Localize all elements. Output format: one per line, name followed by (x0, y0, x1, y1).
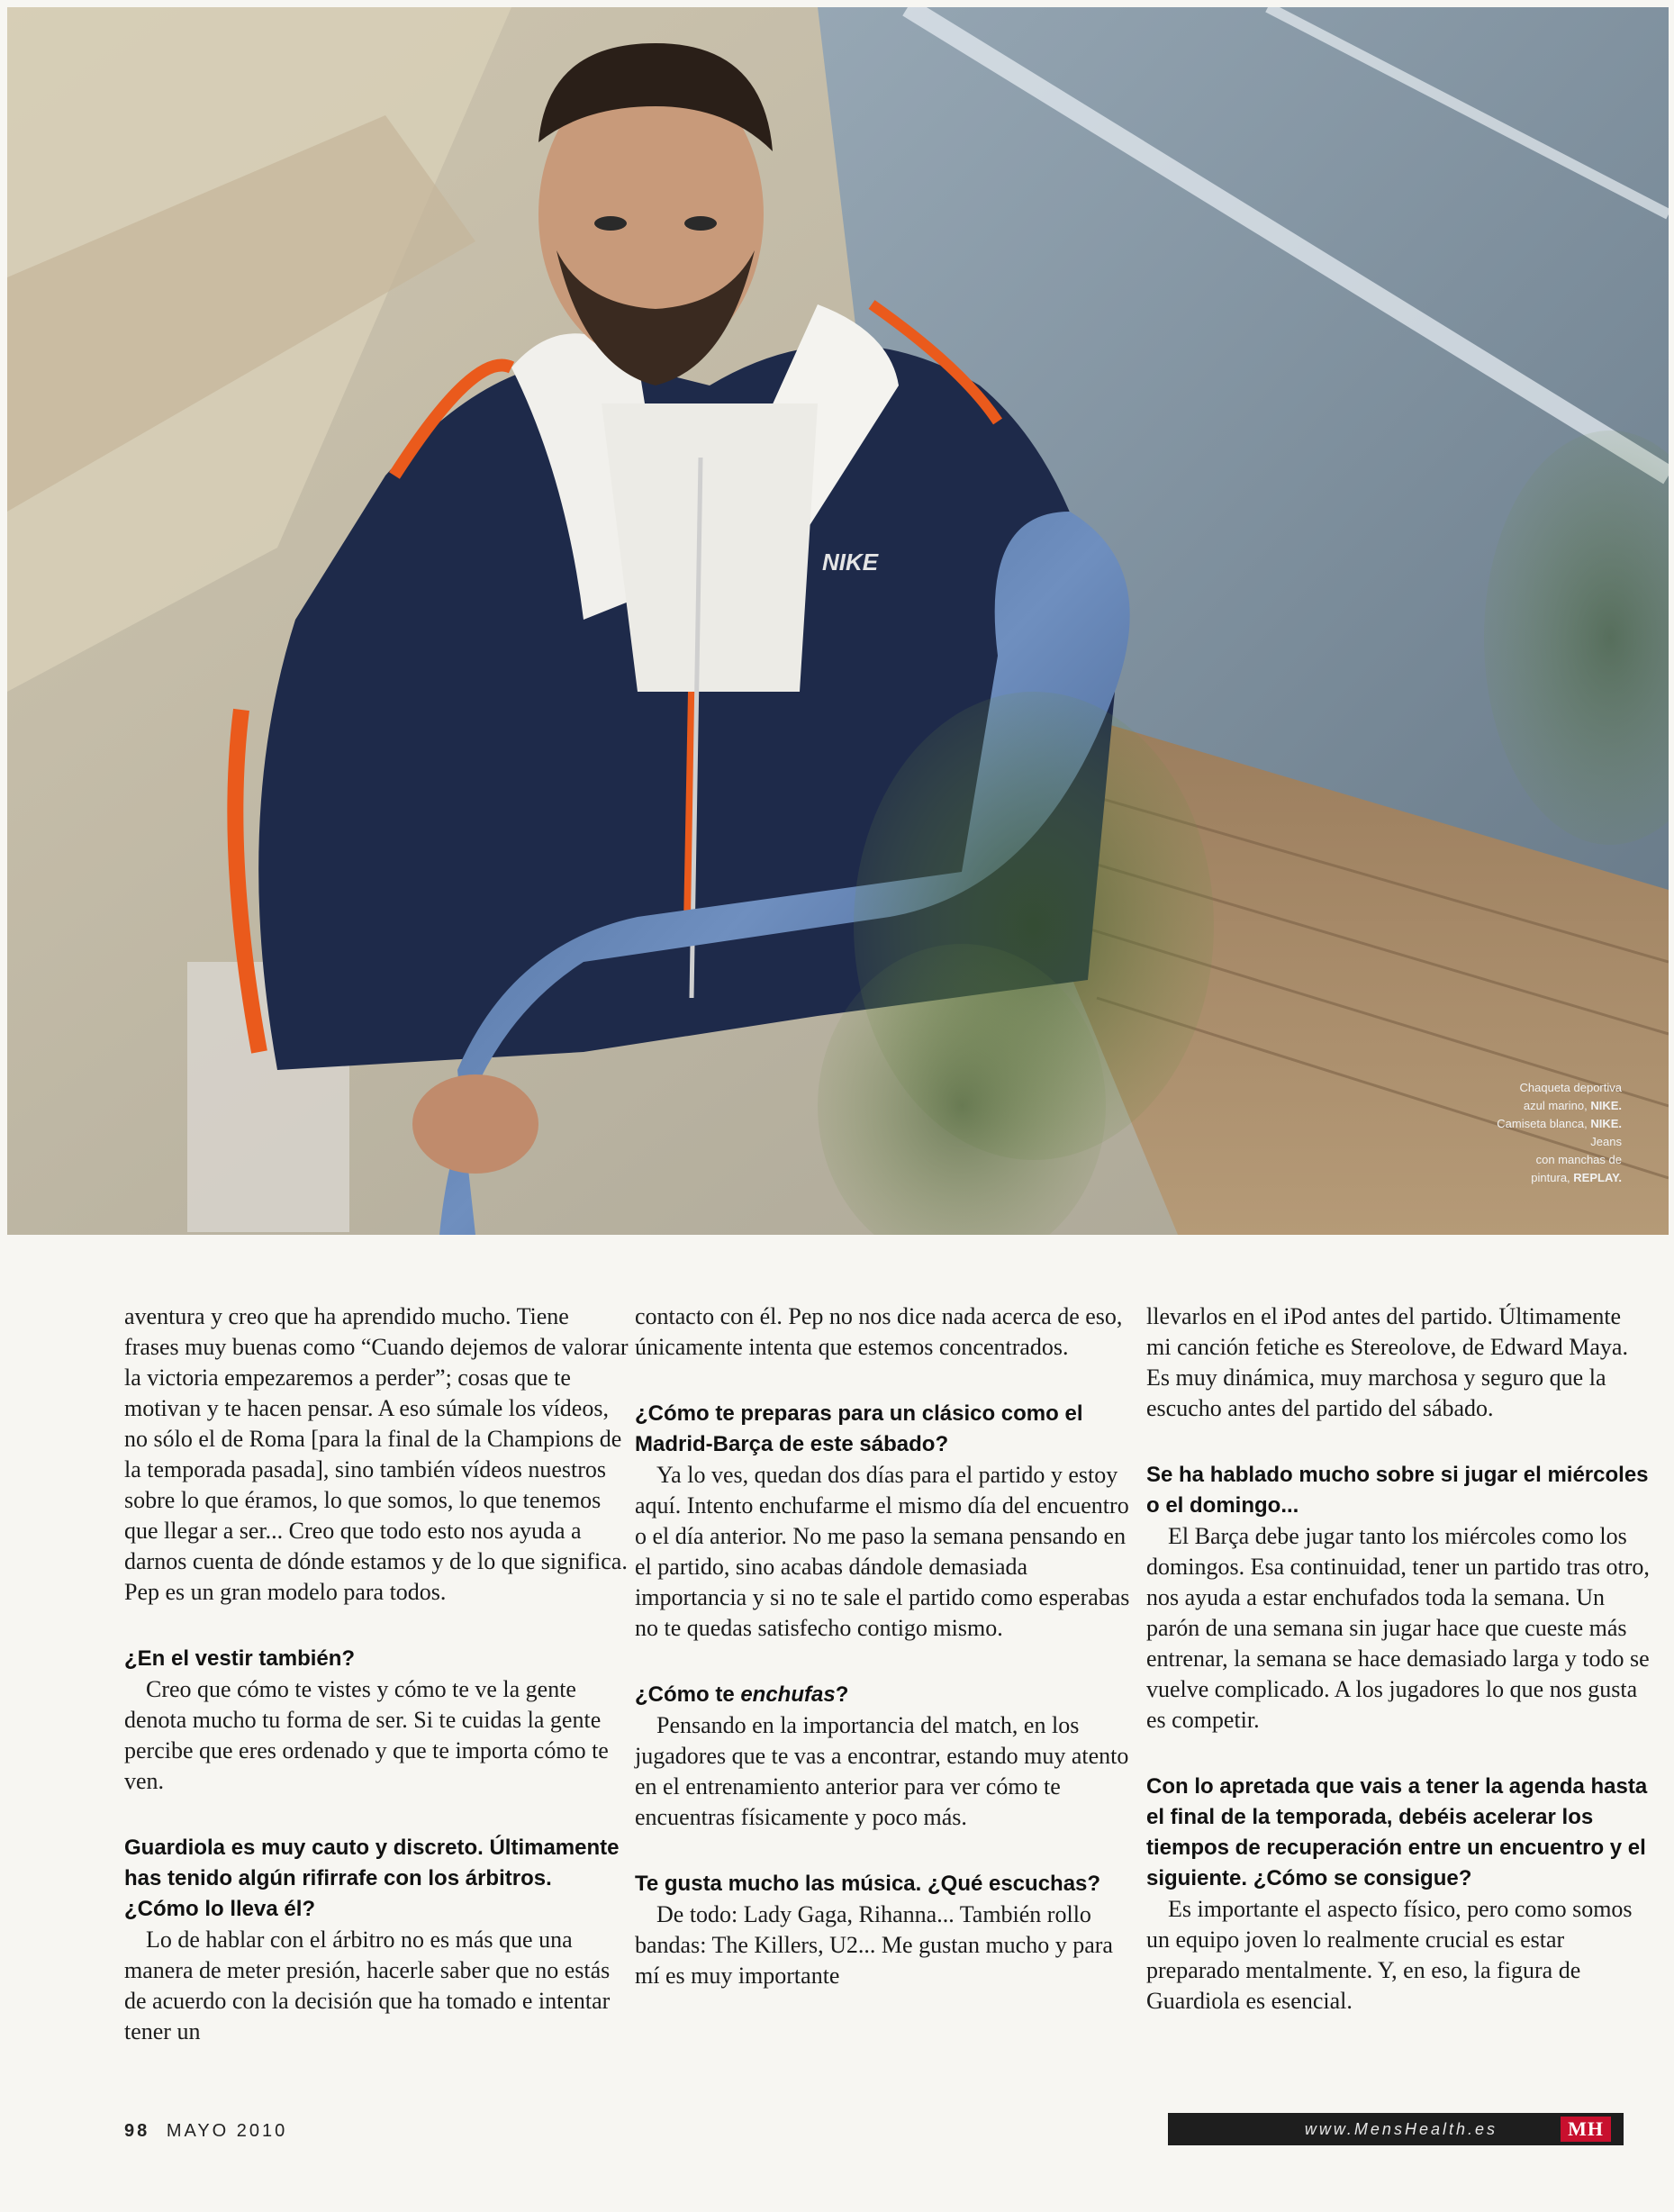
question-heading: ¿Cómo te preparas para un clásico como el Madrid-Barça de este sábado? (635, 1401, 1083, 1456)
paragraph: Ya lo ves, quedan dos días para el partido y estoy aquí. Intento enchufarme el mismo día del encuentro o el día anterior. No me paso la semana pensando en el partido, sino acabas dándole demasiada importancia y si no te sale el partido como esperabas no te quedas satisfecho contigo mismo. (635, 1462, 1130, 1641)
page-folio (124, 2121, 287, 2142)
paragraph: Es importante el aspecto físico, pero como somos un equipo joven lo realmente crucial es estar preparado mentalmente. Y, en eso, la figura de Guardiola es esencial. (1146, 1896, 1633, 2014)
magazine-logo: MH (1561, 2117, 1611, 2142)
issue-date: MAYO 2010 (166, 2121, 288, 2141)
text-column-2 (635, 1301, 1139, 1991)
paragraph: El Barça debe jugar tanto los miércoles como los domingos. Esa continuidad, tener un partido tras otro, nos ayuda a estar enchufados toda la semana. Un parón de una semana sin jugar hace que cueste más entrenar, la semana se hace demasiado larga y todo se vuelve complicado. A los jugadores lo que nos gusta es competir. (1146, 1523, 1650, 1733)
text-column-1 (124, 1301, 629, 2047)
footer-bar (1168, 2113, 1624, 2145)
question-heading: Guardiola es muy cauto y discreto. Últimamente has tenido algún rifirrafe con los árbitros. ¿Cómo lo lleva él? (124, 1836, 620, 1921)
paragraph: contacto con él. Pep no nos dice nada acerca de eso, únicamente intenta que estemos concentrados. (635, 1303, 1123, 1360)
question-heading: ¿En el vestir también? (124, 1646, 356, 1671)
website-url[interactable]: www.MensHealth.es (1304, 2120, 1498, 2138)
question-text: ? (835, 1682, 849, 1707)
cover-photo (7, 7, 1669, 1235)
question-text: ¿Cómo te (635, 1682, 741, 1707)
text-column-3 (1146, 1301, 1651, 2017)
paragraph: aventura y creo que ha aprendido mucho. Tiene frases muy buenas como “Cuando dejemos de valorar la victoria empezaremos a perder”; cosas que te motivan y te hacen pensar. A eso súmale los vídeos, no sólo el de Roma [para la final de la Champions de la temporada pasada], sino también vídeos nuestros sobre lo que éramos, lo que somos, lo que tenemos que llegar a ser... Creo que todo esto nos ayuda a darnos cuenta de dónde estamos y de lo que significa. Pep es un gran modelo para todos. (124, 1303, 629, 1605)
photo-caption (1469, 1079, 1622, 1187)
caption-brand: NIKE. (1590, 1099, 1622, 1112)
caption-text: Chaqueta deportiva azul marino, (1519, 1081, 1622, 1112)
paragraph: llevarlos en el iPod antes del partido. Últimamente mi canción fetiche es Stereolove, de Edward Maya. Es muy dinámica, muy marchosa y seguro que la escucho antes del partido del sábado. (1146, 1303, 1628, 1421)
question-heading: Te gusta mucho las música. ¿Qué escuchas? (635, 1872, 1101, 1896)
question-emphasis: enchufas (740, 1682, 836, 1707)
nike-logo: NIKE (822, 548, 879, 576)
portrait-illustration (7, 7, 1669, 1235)
caption-text: Jeans con manchas de pintura, (1531, 1135, 1622, 1184)
paragraph: De todo: Lady Gaga, Rihanna... También rollo bandas: The Killers, U2... Me gustan mucho y para mí es muy importante (635, 1901, 1113, 1989)
question-heading: Se ha hablado mucho sobre si jugar el miércoles o el domingo... (1146, 1463, 1649, 1518)
question-heading (635, 1680, 1139, 1710)
paragraph: Lo de hablar con el árbitro no es más que una manera de meter presión, hacerle saber que no estás de acuerdo con la decisión que ha tomado e intentar tener un (124, 1926, 611, 2044)
caption-brand: REPLAY. (1573, 1171, 1622, 1184)
caption-brand: NIKE. (1590, 1117, 1622, 1130)
page-number: 98 (124, 2121, 150, 2141)
paragraph: Pensando en la importancia del match, en los jugadores que te vas a encontrar, estando muy atento en el entrenamiento anterior para ver cómo te encuentras físicamente y poco más. (635, 1712, 1129, 1830)
caption-text: Camiseta blanca, (1497, 1117, 1588, 1130)
paragraph: Creo que cómo te vistes y cómo te ve la gente denota mucho tu forma de ser. Si te cuidas la gente percibe que eres ordenado y que te importa cómo te ven. (124, 1676, 609, 1794)
question-heading: Con lo apretada que vais a tener la agenda hasta el final de la temporada, debéis acelerar los tiempos de recuperación entre un encuentro y el siguiente. ¿Cómo se consigue? (1146, 1774, 1648, 1890)
